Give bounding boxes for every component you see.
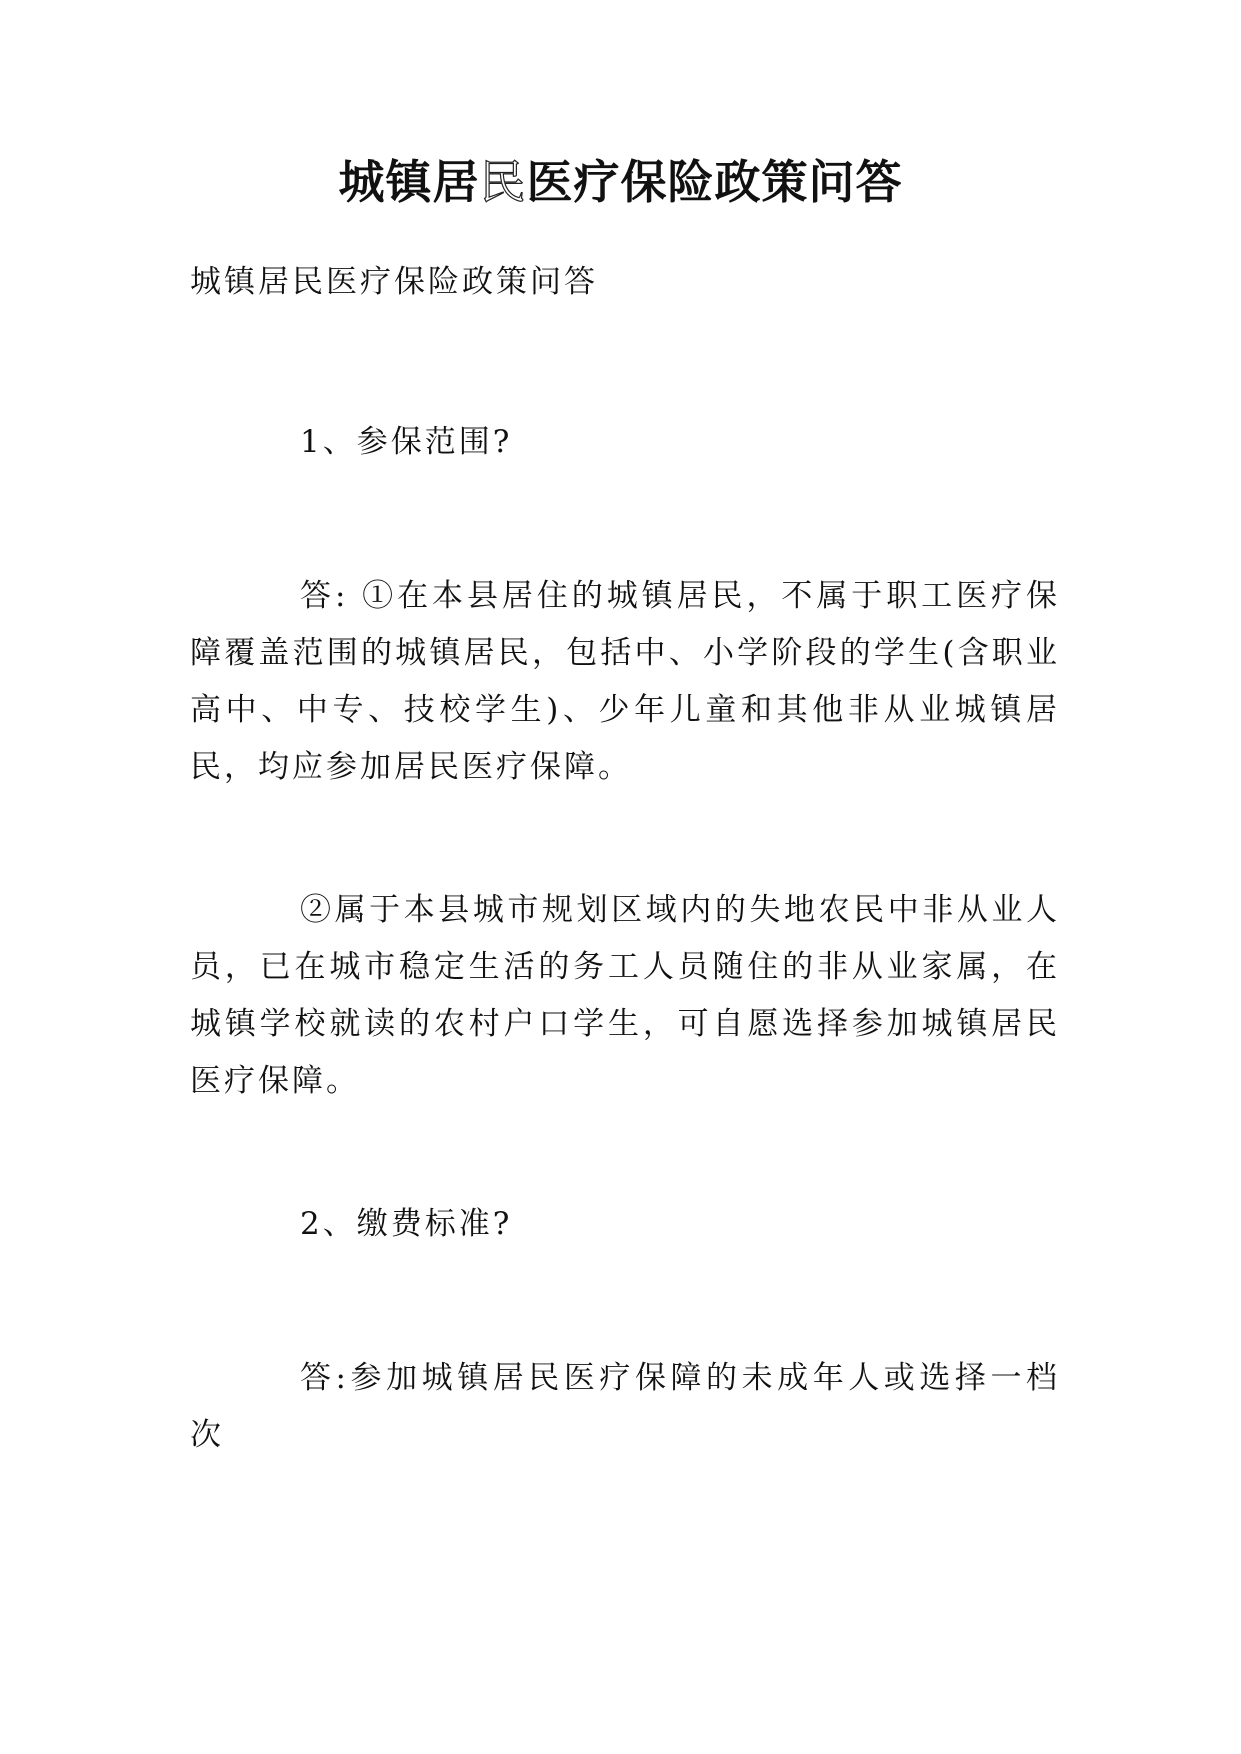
question-2: 2、缴费标准?	[300, 1206, 513, 1242]
answer-1-paragraph-2: ②属于本县城市规划区域内的失地农民中非从业人员，已在城市稳定生活的务工人员随住的非从业家属，在城镇学校就读的农村户口学生，可自愿选择参加城镇居民医疗保障。	[190, 892, 1060, 1099]
answer-2-paragraph-1: 答:参加城镇居民医疗保障的未成年人或选择一档次	[190, 1360, 1060, 1453]
title-part2: 医疗保险政策问答	[526, 155, 903, 209]
question-1: 1、参保范围?	[300, 424, 513, 460]
title-outlined-char: 民	[479, 155, 527, 209]
title-part1: 城镇居	[338, 155, 480, 209]
subtitle: 城镇居民医疗保险政策问答	[190, 264, 598, 300]
document-title	[0, 152, 1241, 212]
answer-1-paragraph-1: 答: ①在本县居住的城镇居民，不属于职工医疗保障覆盖范围的城镇居民，包括中、小学阶段的学生(含职业高中、中专、技校学生)、少年儿童和其他非从业城镇居民，均应参加居民医疗保障。	[190, 578, 1060, 785]
